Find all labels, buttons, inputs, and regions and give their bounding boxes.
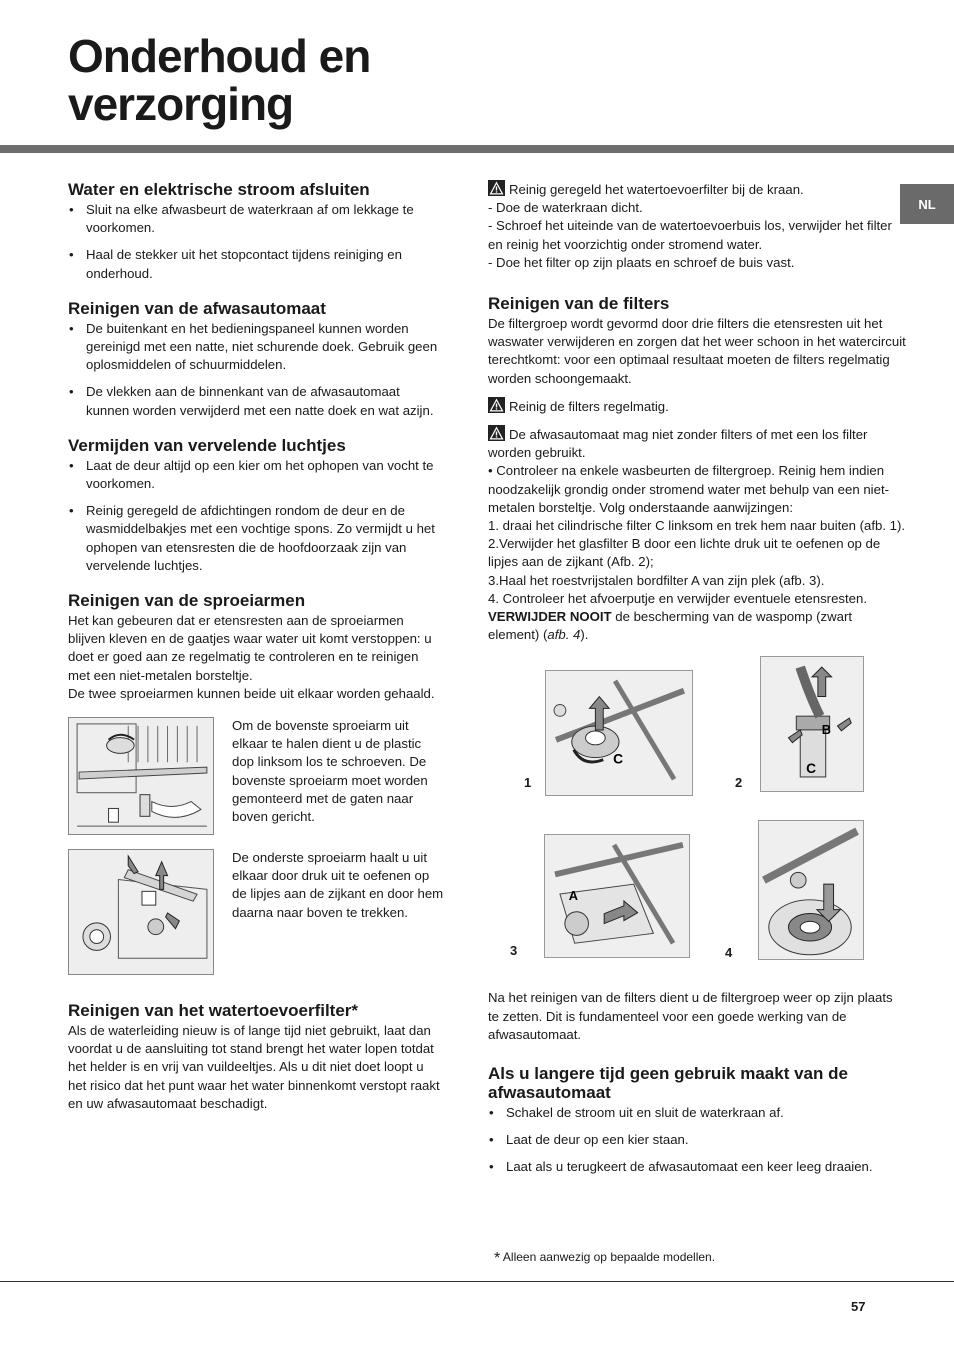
- list-item: • Reinig geregeld de afdichtingen rondom de deur en de wasmiddelbakjes met een vochtige spons. Zo vermijdt u het ophopen van etensresten die de hoofdoorzaak zijn van vervelende luchtjes.: [68, 502, 444, 575]
- footer-divider: [0, 1281, 954, 1282]
- list-item: • Haal de stekker uit het stopcontact tijdens reiniging en onderhoud.: [68, 246, 444, 282]
- lower-spray-arm-instructions: De onderste sproeiarm haalt u uit elkaar door druk uit te oefenen op de lipjes aan de zijkant en door hem daarna naar boven te trekken.: [232, 850, 444, 920]
- filter-figure-1: [545, 670, 693, 796]
- list-item: • Sluit na elke afwasbeurt de waterkraan af om lekkage te voorkomen.: [68, 201, 444, 237]
- step-text: ).: [580, 627, 589, 643]
- section-luchtjes: [68, 436, 444, 575]
- footnote-marker: *: [494, 1250, 501, 1267]
- paragraph: • Controleer na enkele wasbeurten de filtergroep. Reinig hem indien noodzakelijk grondig onder stromend water met behulp van een niet-metalen borsteltje. Volg onderstaande aanwijzingen:: [488, 463, 889, 515]
- step-emphasis: VERWIJDER NOOIT: [488, 609, 612, 625]
- step-line: - Schroef het uiteinde van de watertoevoerbuis los, verwijder het filter en reinig het voorzichtig onder stromend water.: [488, 218, 892, 252]
- filter-label-c: C: [613, 751, 624, 767]
- bullet-list: [68, 320, 444, 420]
- section-watertoevoerfilter: [68, 1001, 444, 1113]
- list-item: • Laat de deur op een kier staan.: [488, 1131, 906, 1149]
- warning-icon: [488, 180, 505, 196]
- page-number: 57: [851, 1299, 866, 1314]
- bullet-list: [488, 1104, 906, 1177]
- figure-number: 1: [524, 775, 532, 791]
- section-heading: Reinigen van de filters: [488, 294, 670, 314]
- warning-line: [488, 425, 906, 462]
- warning-icon: [488, 425, 505, 441]
- paragraph: De filtergroep wordt gevormd door drie filters die etensresten uit het waswater verwijderen en zorgen dat het weer schoon in het watercircuit terechtkomt: voor een optimaal resultaat moeten de filters regelmatig worden schoongemaakt.: [488, 316, 906, 386]
- step-text: 4. Controleer het afvoerputje en verwijder eventuele etensresten.: [488, 590, 867, 606]
- footnote: [494, 1250, 715, 1268]
- section-water-stroom: [68, 180, 444, 283]
- step-line: [488, 590, 906, 645]
- section-heading: Vermijden van vervelende luchtjes: [68, 435, 346, 455]
- section-heading: Water en elektrische stroom afsluiten: [68, 180, 370, 199]
- warning-text: De afwasautomaat mag niet zonder filters of met een los filter worden gebruikt.: [488, 427, 868, 461]
- figure-number: 4: [725, 945, 733, 961]
- page-title-line1: Onderhoud en: [68, 30, 371, 82]
- filter-figures: [488, 656, 906, 971]
- section-heading: Reinigen van het watertoevoerfilter*: [68, 1001, 359, 1021]
- section-heading: Als u langere tijd geen gebruik maakt van de afwasautomaat: [488, 1064, 848, 1103]
- figure-reference: afb. 4: [547, 627, 581, 643]
- paragraph: De twee sproeiarmen kunnen beide uit elkaar worden gehaald.: [68, 685, 435, 701]
- list-item: • De buitenkant en het bedieningspaneel kunnen worden gereinigd met een natte, niet schurende doek. Gebruik geen oplosmiddelen of schuurmiddelen.: [68, 320, 444, 375]
- warning-line: [488, 180, 906, 199]
- figure-row-upper-arm: [68, 717, 444, 835]
- lower-spray-arm-illustration: [68, 849, 214, 975]
- filter-figure-4: [758, 820, 864, 960]
- bullet-list: [68, 201, 444, 283]
- paragraph: Het kan gebeuren dat er etensresten aan de sproeiarmen blijven kleven en de gaatjes waar water uit komt verstoppen: u doet er goed aan ze regelmatig te controleren en te reinigen met een niet-metalen borsteltje.: [68, 613, 432, 683]
- step-line: 3.Haal het roestvrijstalen bordfilter A van zijn plek (afb. 3).: [488, 572, 825, 588]
- section-sproeiarmen: [68, 591, 444, 975]
- filter-label-a: A: [568, 888, 579, 904]
- paragraph: Als de waterleiding nieuw is of lange tijd niet gebruikt, laat dan voordat u de aansluiting tot stand brengt het water lopen totdat het helder is en vrij van vuildeeltjes. Als u dit niet doet loopt u het risico dat het punt waar het water binnenkomt verstopt raakt en uw afwasautomaat beschadigt.: [68, 1023, 440, 1111]
- filter-label-c2: C: [806, 761, 817, 777]
- step-line: 1. draai het cilindrische filter C linksom en trek hem naar buiten (afb. 1).: [488, 518, 906, 534]
- left-column: [68, 180, 444, 1129]
- figure-number: 2: [735, 775, 743, 791]
- section-langere-tijd: [488, 1064, 906, 1177]
- warning-icon: [488, 397, 505, 413]
- header-bar: [0, 145, 954, 153]
- list-item: • De vlekken aan de binnenkant van de afwasautomaat kunnen worden verwijderd met een natte doek en wat azijn.: [68, 383, 444, 419]
- section-heading: Reinigen van de afwasautomaat: [68, 298, 326, 318]
- section-heading: Reinigen van de sproeiarmen: [68, 591, 306, 611]
- section-inlet-filter-warning: [488, 180, 906, 272]
- figure-number: 3: [510, 943, 518, 959]
- list-item: • Laat als u terugkeert de afwasautomaat een keer leeg draaien.: [488, 1158, 906, 1176]
- warning-line: [488, 397, 906, 416]
- step-text: de bescherming van de waspomp (zwart element) (: [488, 609, 853, 643]
- filter-label-b: B: [821, 722, 832, 738]
- language-tab: NL: [900, 184, 954, 224]
- right-column: [488, 180, 906, 1193]
- step-line: 2.Verwijder het glasfilter B door een lichte druk uit te oefenen op de lipjes aan de zijkant (Afb. 2);: [488, 536, 881, 570]
- upper-spray-arm-instructions: Om de bovenste sproeiarm uit elkaar te halen dient u de plastic dop linksom los te schroeven. De bovenste sproeiarm moet worden gemonteerd met de gaten naar boven gericht.: [232, 718, 428, 825]
- bullet-list: [68, 457, 444, 575]
- warning-text: Reinig de filters regelmatig.: [509, 398, 669, 414]
- section-filters: [488, 294, 906, 1044]
- page-title: [68, 32, 568, 128]
- list-item: • Laat de deur altijd op een kier om het ophopen van vocht te voorkomen.: [68, 457, 444, 493]
- paragraph: Na het reinigen van de filters dient u de filtergroep weer op zijn plaats te zetten. Dit is fundamenteel voor een goede werking van de afwasautomaat.: [488, 990, 893, 1042]
- warning-text: Reinig geregeld het watertoevoerfilter bij de kraan.: [509, 182, 804, 197]
- step-line: - Doe de waterkraan dicht.: [488, 200, 643, 216]
- filter-figure-3: [544, 834, 690, 958]
- figure-row-lower-arm: [68, 849, 444, 975]
- list-item: • Schakel de stroom uit en sluit de waterkraan af.: [488, 1104, 906, 1122]
- page-title-line2: verzorging: [68, 78, 294, 130]
- upper-spray-arm-illustration: [68, 717, 214, 835]
- section-reinigen-afwasautomaat: [68, 299, 444, 420]
- footnote-text: Alleen aanwezig op bepaalde modellen.: [502, 1250, 716, 1264]
- filter-figure-2: [760, 656, 864, 792]
- step-line: - Doe het filter op zijn plaats en schroef de buis vast.: [488, 254, 795, 270]
